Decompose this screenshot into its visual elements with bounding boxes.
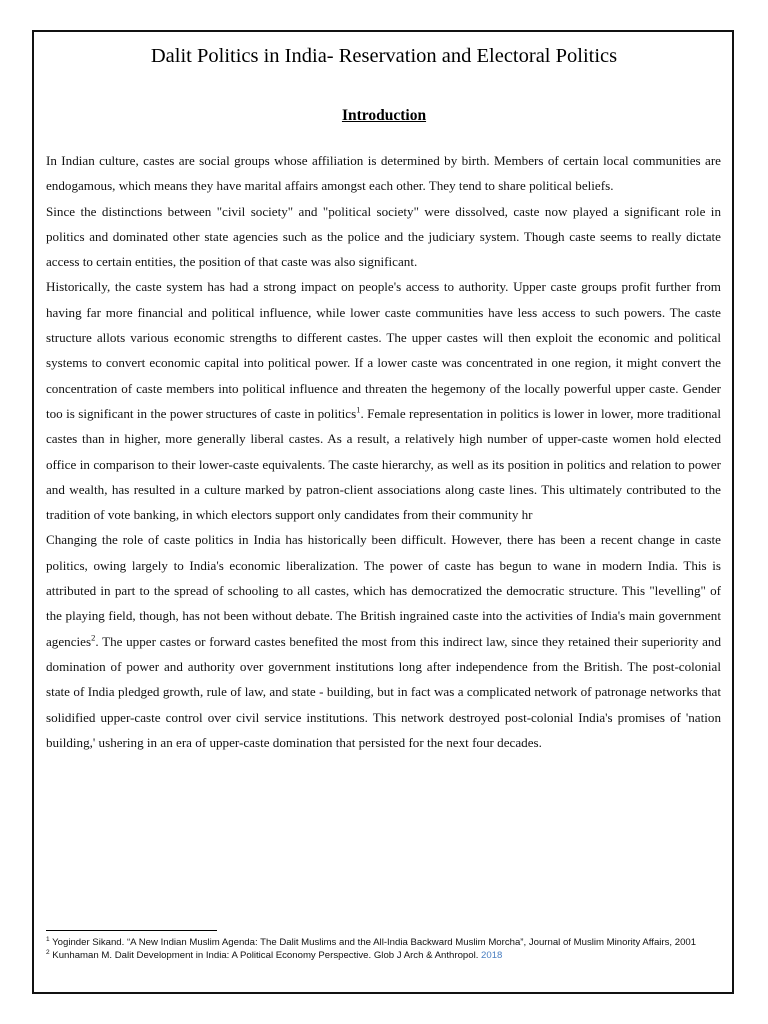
footnote-1	[46, 936, 721, 949]
paragraph-3	[46, 274, 721, 527]
footnote-ref-1[interactable]: 1	[356, 404, 361, 415]
body-text	[46, 148, 721, 755]
footnote-1-text: Yoginder Sikand. “A New Indian Muslim Agenda: The Dalit Muslims and the All-India Backward Muslim Morcha”, Journal of Muslim Minority Affairs, 2001	[52, 937, 697, 948]
paragraph-4-text-b: . The upper castes or forward castes benefited the most from this indirect law, since they retained their superiority and domination of power and authority over government institutions long after independence from the British. The post-colonial state of India pledged growth, rule of law, and state - building, but in fact was a complicated network of patronage networks that solidified upper-caste control over civil service institutions. This network destroyed post-colonial India's promises of 'nation building,' ushering in an era of upper-caste domination that persisted for the next four decades.	[46, 633, 721, 750]
paragraph-3-text-a: Historically, the caste system has had a strong impact on people's access to authority. Upper caste groups profit further from having far more financial and political influence, while lower caste communities have less access to such powers. The caste structure allots various economic strengths to different castes. The upper castes will then exploit the economic and political systems to convert economic capital into political power. If a lower caste was concentrated in one region, it might convert the concentration of caste members into political influence and threaten the hegemony of the locally powerful upper caste. Gender too is significant in the power structures of caste in politics	[46, 279, 721, 421]
paragraph-3-text-b: . Female representation in politics is lower in lower, more traditional castes than in higher, more generally liberal castes. As a result, a relatively high number of upper-caste women hold elected office in comparison to their lower-caste equivalents. The caste hierarchy, as well as its position in politics and relation to power and wealth, has resulted in a culture marked by patron-client associations along caste lines. This ultimately contributed to the tradition of vote banking, in which electors support only candidates from their community hr	[46, 405, 721, 523]
footnote-2-year-link[interactable]: 2018	[481, 950, 503, 961]
paragraph-4	[46, 527, 721, 755]
footnotes	[46, 936, 721, 962]
footnote-2-number: 2	[46, 948, 50, 956]
footnote-2	[46, 949, 721, 962]
footnote-separator	[46, 930, 217, 931]
paragraph-1: In Indian culture, castes are social groups whose affiliation is determined by birth. Members of certain local communities are endogamous, which means they have marital affairs amongst each other. They tend to share political beliefs.	[46, 153, 721, 194]
footnote-2-text: Kunhaman M. Dalit Development in India: A Political Economy Perspective. Glob J Arch & Anthropol.	[52, 950, 479, 961]
paragraph-4-text-a: Changing the role of caste politics in India has historically been difficult. However, there has been a recent change in caste politics, owing largely to India's economic liberalization. The power of caste has begun to wane in modern India. This is attributed in part to the spread of schooling to all castes, which has democratized the democratic structure. This "levelling" of the playing field, though, has not been without debate. The British ingrained caste into the activities of India's main government agencies	[46, 532, 721, 649]
paragraph-2: Since the distinctions between "civil society" and "political society" were dissolved, caste now played a significant role in politics and dominated other state agencies such as the police and the judiciary system. Though caste seems to really dictate access to certain entities, the position of that caste was also significant.	[46, 203, 721, 270]
document-title: Dalit Politics in India- Reservation and Electoral Politics	[150, 45, 618, 67]
footnote-1-number: 1	[46, 935, 50, 943]
section-heading: Introduction	[341, 107, 427, 124]
footnote-ref-2[interactable]: 2	[91, 632, 96, 643]
